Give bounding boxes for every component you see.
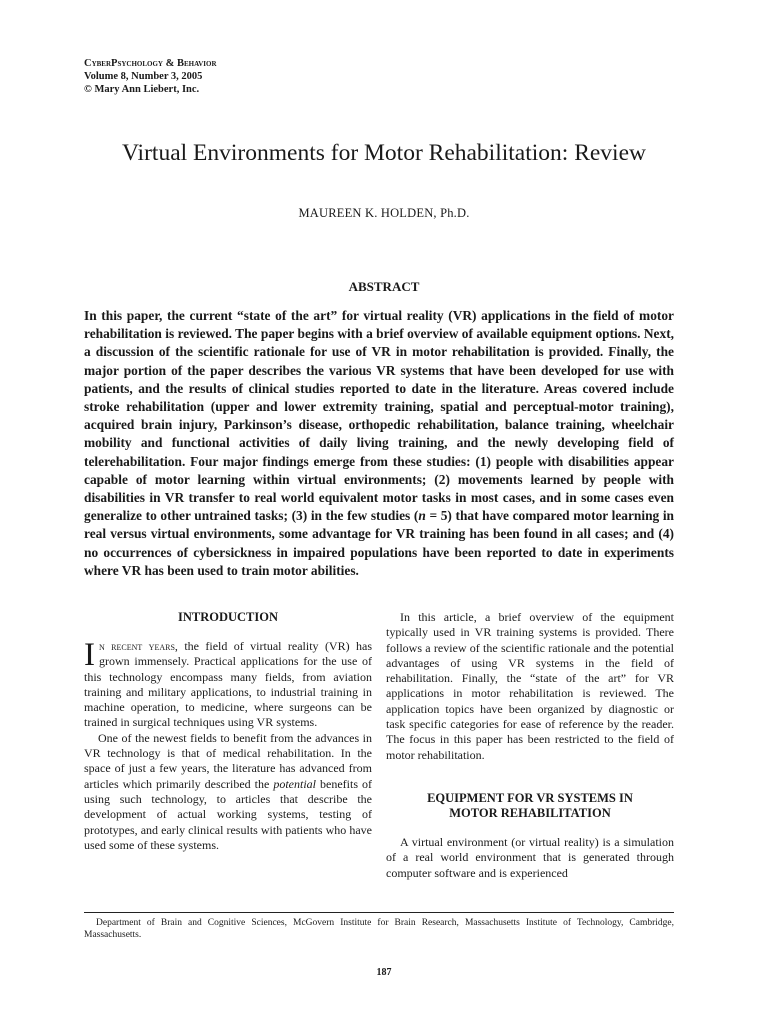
abstract-text: In this paper, the current “state of the art” for virtual reality (VR) applications in the field of motor rehabilitation is reviewed. The paper begins with a brief overview of available equipment options. Next, a discussion of the scientific rationale for use of VR in motor rehabilitation is provided. Finally, the major portion of the paper describes the various VR systems that have been developed for use with patients, and the results of clinical studies reported to date in the literature. Areas covered include stroke rehabilitation (upper and lower extremity training, spatial and perceptual-motor training), acquired brain injury, Parkinson’s disease, orthopedic rehabilitation, balance training, wheelchair mobility and functional activities of daily living training, and the newly developing field of telerehabilitation. Four major findings emerge from these studies: (1) people with disabilities appear capable of motor learning within virtual environments; (2) movements learned by people with disabilities in VR transfer to real world equivalent motor tasks in most cases, and in some cases even generalize to other untrained tasks; (3) in the few studies (n = 5) that have compared motor learning in real versus virtual environments, some advantage for VR training has been found in all cases; and (4) no occurrences of cybersickness in impaired populations have been reported to date in experiments where VR has been used to train motor abilities. — [84, 308, 675, 578]
affiliation-footnote: Department of Brain and Cognitive Sciences, McGovern Institute for Brain Research, Massachusetts Institute of Technology, Cambridge, Massachusetts. — [84, 918, 674, 941]
intro-paragraph-3: In this article, a brief overview of the equipment typically used in VR training systems is provided. There follows a review of the scientific rationale and the potential advantages of using VR systems in the field of rehabilitation. Finally, the “state of the art” for VR applications in motor rehabilitation is reviewed. The application topics have been organized by diagnostic or task specific categories for ease of reference by the reader. The focus in this paper has been restricted to the field of motor rehabilitation. — [386, 610, 674, 762]
equipment-paragraph-1: A virtual environment (or virtual reality) is a simulation of a real world environment that is generated through computer software and is experienced — [386, 834, 674, 880]
journal-name: CyberPsychology & Behavior — [84, 58, 217, 69]
page-number: 187 — [376, 967, 392, 978]
intro-lead-smallcaps: n recent years, — [99, 639, 178, 653]
equipment-heading — [386, 791, 674, 821]
intro-paragraph-2-text-b: benefits of using such technology, to articles that describe the development of actual working systems, testing of prototypes, and early clinical results with patients who have used some of these systems. — [84, 776, 373, 852]
footnote-divider — [84, 912, 674, 913]
journal-header — [84, 57, 217, 96]
left-column — [84, 610, 372, 853]
intro-paragraph-2-emphasis: potential — [273, 776, 316, 791]
author-name: MAUREEN K. HOLDEN, Ph.D. — [298, 206, 470, 220]
abstract-heading: ABSTRACT — [348, 279, 420, 294]
intro-paragraph-1 — [84, 639, 372, 731]
right-column — [386, 610, 674, 881]
equipment-heading-line-1: EQUIPMENT FOR VR SYSTEMS IN — [427, 790, 633, 805]
journal-volume: Volume 8, Number 3, 2005 — [84, 71, 203, 82]
abstract-italic-n: n — [418, 508, 426, 524]
journal-copyright: © Mary Ann Liebert, Inc. — [84, 84, 200, 95]
intro-paragraph-2 — [84, 731, 372, 853]
paper-title: Virtual Environments for Motor Rehabilitation: Review — [122, 140, 646, 166]
introduction-heading: INTRODUCTION — [177, 610, 278, 624]
intro-paragraph-1-text: the field of virtual reality (VR) has grown immensely. Practical applications for the use of this technology encompass many fields, from aviation training and military applications, to industrial training in machine operation, to medicine, where surgeons can be trained in surgical techniques using VR systems. — [84, 639, 372, 730]
drop-cap: I — [84, 637, 95, 673]
intro-paragraph-2-text-a: One of the newest fields to benefit from the advances in VR technology is that of medical rehabilitation. In the space of just a few years, the literature has advanced from articles which primarily described the — [84, 730, 372, 791]
equipment-heading-line-2: MOTOR REHABILITATION — [449, 805, 611, 820]
